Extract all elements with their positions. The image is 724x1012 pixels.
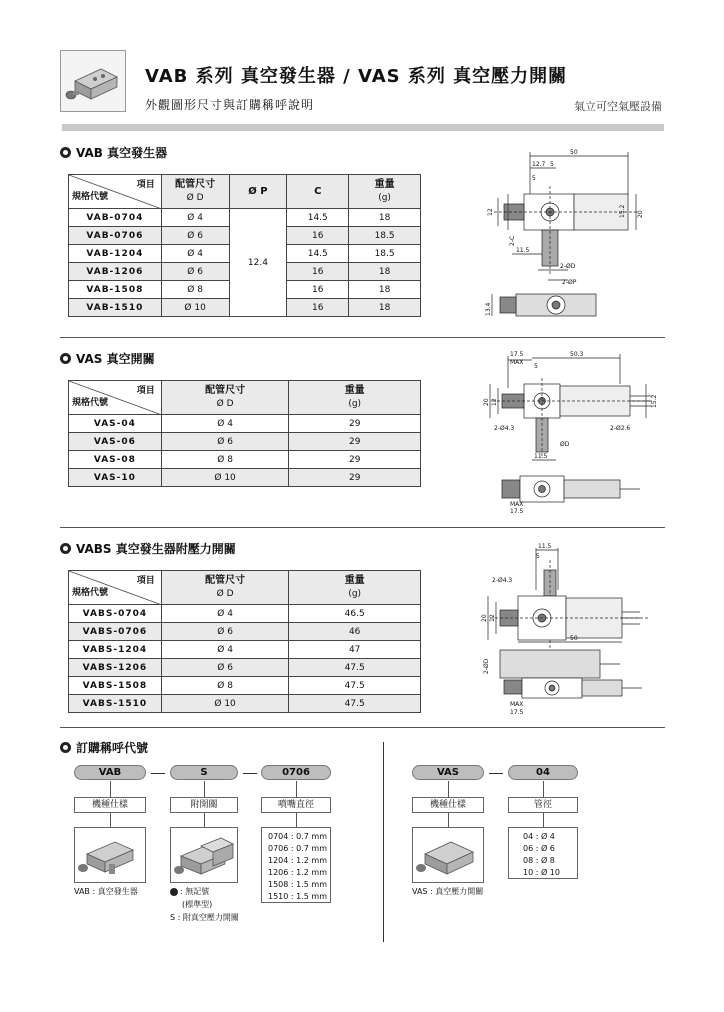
dim-label: ØD — [560, 441, 570, 448]
connector-line — [543, 781, 544, 797]
connector-line — [296, 813, 297, 827]
header-rule — [62, 124, 664, 131]
dim-label: 5 — [534, 363, 538, 370]
table-row: VABS-0706 Ø 6 46 — [69, 623, 421, 641]
vab-product-photo — [74, 827, 146, 883]
table-row: VABS-1204 Ø 4 47 — [69, 641, 421, 659]
dim-label: 13.4 — [485, 302, 492, 316]
section-divider — [60, 337, 665, 338]
dim-label: MAX — [510, 701, 524, 708]
label-nozzle: 噴嘴直徑 — [261, 797, 331, 813]
table-row: VAS-04 Ø 4 29 — [69, 415, 421, 433]
code-dash — [489, 773, 503, 774]
bullet-icon — [60, 543, 71, 554]
table-row: VAB-0706 Ø 6 16 18.5 — [69, 227, 421, 245]
nozzle-list-box — [261, 827, 331, 903]
dim-label: 2-ØP — [562, 279, 577, 286]
dim-label: 50 — [570, 149, 578, 156]
label-pipe: 管徑 — [508, 797, 578, 813]
bullet-icon — [60, 353, 71, 364]
switch-standard-note: (標準型) — [182, 900, 213, 909]
list-item: 0706 : 0.7 mm — [268, 844, 327, 853]
connector-line — [296, 781, 297, 797]
dim-label: 11.5 — [516, 247, 530, 254]
none-mark-icon — [170, 888, 178, 896]
col-c-header: C — [287, 175, 349, 209]
col-weight-header: 重量 (g) — [289, 381, 421, 415]
page-subtitle: 外觀圖形尺寸與訂購稱呼說明 — [145, 98, 315, 112]
vas-product-photo — [412, 827, 484, 883]
dim-label: 12 — [489, 614, 496, 622]
list-item: 08 : Ø 8 — [523, 856, 555, 865]
col-weight-header: 重量 (g) — [349, 175, 421, 209]
dim-label: 20 — [637, 210, 644, 218]
dim-label: 2-Ø4.3 — [494, 425, 515, 432]
table-row: VABS-0704 Ø 4 46.5 — [69, 605, 421, 623]
connector-line — [204, 813, 205, 827]
col-port-header: 配管尺寸 Ø D — [161, 571, 289, 605]
list-item: 06 : Ø 6 — [523, 844, 555, 853]
order-divider-vertical — [383, 742, 384, 942]
dim-label: 2-ØD — [483, 658, 490, 674]
dim-label: 50 — [570, 635, 578, 642]
table-header-diagonal: 項目 規格代號 — [69, 381, 162, 415]
dim-label: 5 — [532, 175, 536, 182]
table-row: VABS-1510 Ø 10 47.5 — [69, 695, 421, 713]
code-pill-pipe: 04 — [508, 765, 578, 780]
dim-label: 17.5 — [510, 508, 524, 515]
list-item: 0704 : 0.7 mm — [268, 832, 327, 841]
dim-label: 12 — [487, 208, 494, 216]
dim-label: 2-Ø2.6 — [610, 425, 631, 432]
list-item: 1508 : 1.5 mm — [268, 880, 327, 889]
dim-label: 17.5 — [510, 709, 524, 716]
dim-label: 2-C — [509, 235, 516, 246]
vab-caption: VAB : 真空發生器 — [74, 887, 138, 896]
vas-spec-table — [68, 380, 421, 487]
connector-line — [543, 813, 544, 827]
section-heading-vabs: VABS 真空發生器附壓力開關 — [60, 540, 236, 557]
bullet-icon — [60, 147, 71, 158]
table-header-diagonal: 項目 規格代號 — [69, 571, 162, 605]
vab-spec-table — [68, 174, 421, 317]
label-switch: 附開關 — [170, 797, 238, 813]
dim-label: 11.5 — [534, 453, 548, 460]
connector-line — [448, 781, 449, 797]
dim-label: 11.5 — [538, 543, 552, 550]
table-row: VAB-1508 Ø 8 16 18 — [69, 281, 421, 299]
label-model: 機種仕樣 — [74, 797, 146, 813]
header-product-photo — [60, 50, 126, 112]
dim-label: 2-ØD — [560, 263, 576, 270]
col-weight-header: 重量 (g) — [289, 571, 421, 605]
dim-label: MAX — [510, 501, 524, 508]
vabs-spec-table — [68, 570, 421, 713]
code-pill-switch: S — [170, 765, 238, 780]
connector-line — [204, 781, 205, 797]
dim-label: 12.7 — [532, 161, 546, 168]
section-heading-order: 訂購稱呼代號 — [60, 739, 148, 756]
code-dash — [151, 773, 165, 774]
table-row: VABS-1508 Ø 8 47.5 — [69, 677, 421, 695]
section-heading-vab: VAB 真空發生器 — [60, 144, 167, 161]
table-row: VAS-10 Ø 10 29 — [69, 469, 421, 487]
code-pill-nozzle: 0706 — [261, 765, 331, 780]
table-row: VAB-0704 Ø 4 12.4 14.5 18 — [69, 209, 421, 227]
section-heading-vas: VAS 真空開關 — [60, 350, 155, 367]
dim-label: 15.2 — [651, 394, 658, 408]
dim-label: 12 — [491, 398, 498, 406]
vab-dimension-drawing — [478, 146, 648, 326]
pipe-list-box — [508, 827, 578, 879]
switch-s-note: S : 附真空壓力開關 — [170, 913, 239, 922]
connector-line — [110, 813, 111, 827]
table-row: VAB-1204 Ø 4 14.5 18.5 — [69, 245, 421, 263]
vabs-product-photo — [170, 827, 238, 883]
dim-label: 50.3 — [570, 351, 584, 358]
col-port-header: 配管尺寸 Ø D — [161, 175, 229, 209]
table-row: VAS-08 Ø 8 29 — [69, 451, 421, 469]
table-header-diagonal: 項目 規格代號 — [69, 175, 162, 209]
connector-line — [110, 781, 111, 797]
dim-label: 5 — [550, 161, 554, 168]
vas-dimension-drawing — [480, 348, 660, 518]
dim-label: MAX — [510, 359, 524, 366]
dim-label: 20 — [483, 398, 490, 406]
list-item: 1204 : 1.2 mm — [268, 856, 327, 865]
list-item: 10 : Ø 10 — [523, 868, 560, 877]
p-value-cell: 12.4 — [229, 209, 287, 317]
section-divider — [60, 727, 665, 728]
dim-label: 20 — [481, 614, 488, 622]
vabs-dimension-drawing — [478, 540, 658, 718]
list-item: 1206 : 1.2 mm — [268, 868, 327, 877]
switch-none-note: : 無記號 — [170, 886, 209, 898]
section-divider — [60, 527, 665, 528]
code-pill-vas: VAS — [412, 765, 484, 780]
table-row: VAS-06 Ø 6 29 — [69, 433, 421, 451]
dim-label: 17.5 — [510, 351, 524, 358]
connector-line — [448, 813, 449, 827]
col-p-header: Ø P — [229, 175, 287, 209]
dim-label: 2-Ø4.3 — [492, 577, 513, 584]
dim-label: 5 — [536, 553, 540, 560]
col-port-header: 配管尺寸 Ø D — [161, 381, 289, 415]
table-row: VAB-1510 Ø 10 16 18 — [69, 299, 421, 317]
code-dash — [243, 773, 257, 774]
page-title: VAB 系列 真空發生器 / VAS 系列 真空壓力開關 — [145, 66, 568, 87]
list-item: 04 : Ø 4 — [523, 832, 555, 841]
table-row: VABS-1206 Ø 6 47.5 — [69, 659, 421, 677]
list-item: 1510 : 1.5 mm — [268, 892, 327, 901]
vas-caption: VAS : 真空壓力開關 — [412, 887, 484, 896]
code-pill-vab: VAB — [74, 765, 146, 780]
bullet-icon — [60, 742, 71, 753]
dim-label: 15.2 — [619, 204, 626, 218]
table-row: VAB-1206 Ø 6 16 18 — [69, 263, 421, 281]
label-model: 機種仕樣 — [412, 797, 484, 813]
brand-name: 氣立可空氣壓設備 — [574, 100, 662, 113]
